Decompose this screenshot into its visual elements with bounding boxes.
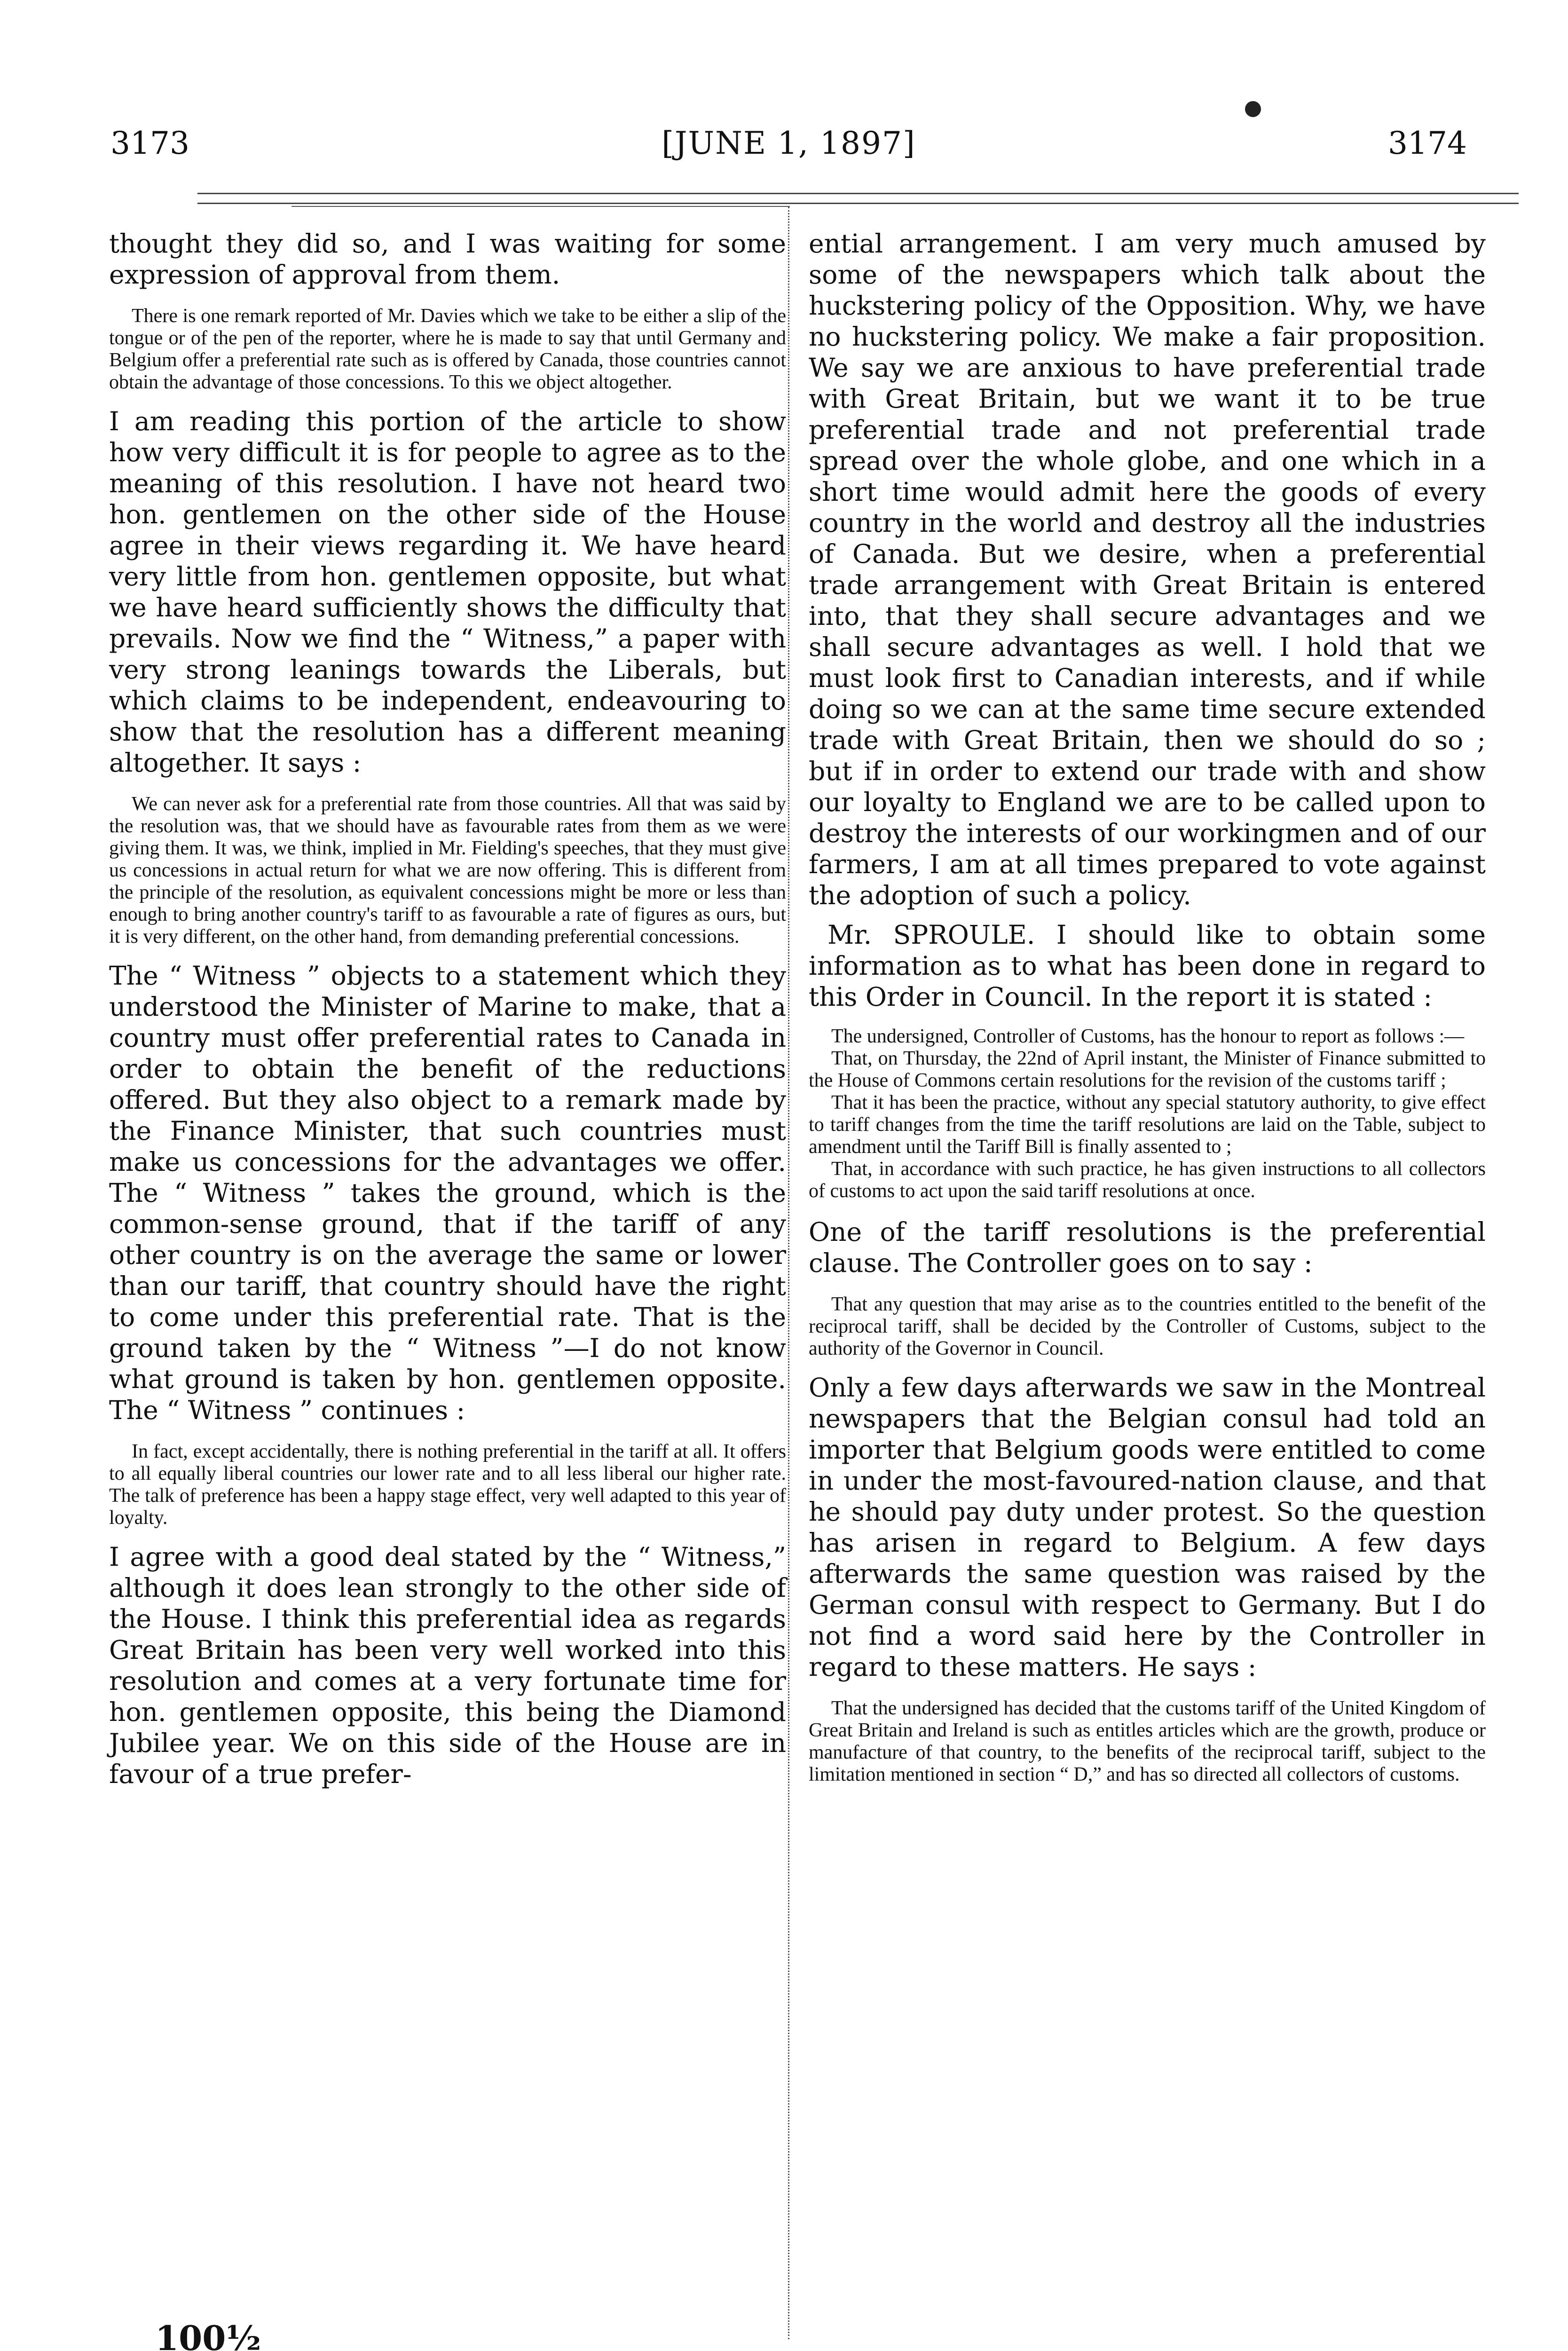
column-divider (788, 207, 789, 2339)
left-page-number: 3173 (110, 125, 189, 161)
signature-mark: 100½ (155, 2318, 261, 2351)
header-rule (197, 193, 1519, 204)
paragraph: thought they did so, and I was waiting for some expression of approval from them. (109, 229, 786, 290)
quotation: The undersigned, Controller of Customs, has the honour to report as follows :— (831, 1026, 1465, 1047)
paragraph: Only a few days afterwards we saw in the Montreal newspapers that the Belgian consul had told an importer that Belgium goods were entitled to come in under the most-favoured-nation clause, and that he should pay duty under protest. So the question has arisen in regard to Belgium. A few days afterwards the same question was raised by the German consul with respect to Germany. But I do not find a word said here by the Controller in regard to these matters. He says : (809, 1373, 1486, 1682)
paragraph: I agree with a good deal stated by the “ Witness,” although it does lean strongly to the other side of the House. I think this preferential idea as regards Great Britain has been very well worked into this resolution and comes at a very fortunate time for hon. gentlemen opposite, this being the Diamond Jubilee year. We on this side of the House are in favour of a true prefer- (109, 1542, 786, 1789)
speaker-paragraph: Mr. SPROULE. I should like to obtain some information as to what has been done in regard to this Order in Council. In the report it is stated : (809, 920, 1486, 1012)
quotation: That, on Thursday, the 22nd of April instant, the Minister of Finance submitted to the House of Commons certain resolutions for the revision of the customs tariff ; (809, 1048, 1486, 1091)
paragraph: The “ Witness ” objects to a statement which they understood the Minister of Marine to make, that a country must offer preferential rates to Canada in order to obtain the benefit of the reductions offered. But they also object to a remark made by the Finance Minister, that such countries must make us concessions for the advantages we offer. The “ Witness ” takes the ground, which is the common-sense ground, that if the tariff of any other country is on the average the same or lower than our tariff, that country should have the right to come under this preferential rate. That is the ground taken by the “ Witness ”—I do not know what ground is taken by hon. gentlemen opposite. The “ Witness ” continues : (109, 961, 786, 1425)
paragraph: ential arrangement. I am very much amused by some of the newspapers which talk about the huckstering policy of the Opposition. Why, we have no huckstering policy. We make a fair proposition. We say we are anxious to have preferential trade with Great Britain, but we want it to be true preferential trade and not preferential trade spread over the whole globe, and one which in a short time would admit here the goods of every country in the world and destroy all the industries of Canada. But we desire, when a preferential trade arrangement with Great Britain is entered into, that they shall secure advantages and we shall secure advantages as well. I hold that we must look first to Canadian interests, and if while doing so we can at the same time secure extended trade with Great Britain, then we should do so ; but if in order to extend our trade with and show our loyalty to England we are to be called upon to destroy the interests of our workingmen and of our farmers, I am at all times prepared to vote against the adoption of such a policy. (809, 229, 1486, 910)
left-column (109, 228, 786, 1790)
issue-date: [JUNE 1, 1897] (662, 125, 916, 161)
quotation: We can never ask for a preferential rate from those countries. All that was said by the resolution was, that we should have as favourable rates from them as we were giving them. It was, we think, implied in Mr. Fielding's speeches, that they must give us concessions in actual return for what we are now offering. This is different from the principle of the resolution, as equivalent concessions might be more or less than enough to bring another country's tariff to as favourable a rate of figures as ours, but it is very different, on the other hand, from demanding preferential concessions. (109, 793, 786, 947)
paragraph: I am reading this portion of the article to show how very difficult it is for people to agree as to the meaning of this resolution. I have not heard two hon. gentlemen on the other side of the House agree in their views regarding it. We have heard very little from hon. gentlemen opposite, but what we have heard sufficiently shows the difficulty that prevails. Now we find the “ Witness,” a paper with very strong leanings towards the Liberals, but which claims to be independent, endeavouring to show that the resolution has a different meaning altogether. It says : (109, 406, 786, 778)
header-rule-short (292, 206, 790, 207)
page-header (110, 120, 1467, 167)
quotation: There is one remark reported of Mr. Davies which we take to be either a slip of the tongue or of the pen of the reporter, where he is made to say that until Germany and Belgium offer a preferential rate such as is offered by Canada, those countries cannot obtain the advantage of those concessions. To this we object altogether. (109, 305, 786, 393)
quotation: That any question that may arise as to the countries entitled to the benefit of the reciprocal tariff, shall be decided by the Controller of Customs, subject to the authority of the Governor in Council. (809, 1294, 1486, 1359)
right-column (809, 228, 1486, 1798)
quotation: That it has been the practice, without any special statutory authority, to give effect to tariff changes from the time the tariff resolutions are laid on the Table, subject to amendment until the Tariff Bill is finally assented to ; (809, 1092, 1486, 1158)
quotation: That, in accordance with such practice, he has given instructions to all collectors of customs to act upon the said tariff resolutions at once. (809, 1158, 1486, 1202)
paragraph: One of the tariff resolutions is the preferential clause. The Controller goes on to say : (809, 1217, 1486, 1278)
quotation: In fact, except accidentally, there is nothing preferential in the tariff at all. It offers to all equally liberal countries our lower rate and to all less liberal our higher rate. The talk of preference has been a happy stage effect, very well adapted to this year of loyalty. (109, 1441, 786, 1529)
ink-spot (1245, 101, 1261, 117)
right-page-number: 3174 (1388, 125, 1467, 161)
quotation: That the undersigned has decided that the customs tariff of the United Kingdom of Great Britain and Ireland is such as entitles articles which are the growth, produce or manufacture of that country, to the benefits of the reciprocal tariff, subject to the limitation mentioned in section “ D,” and has so directed all collectors of customs. (809, 1697, 1486, 1785)
